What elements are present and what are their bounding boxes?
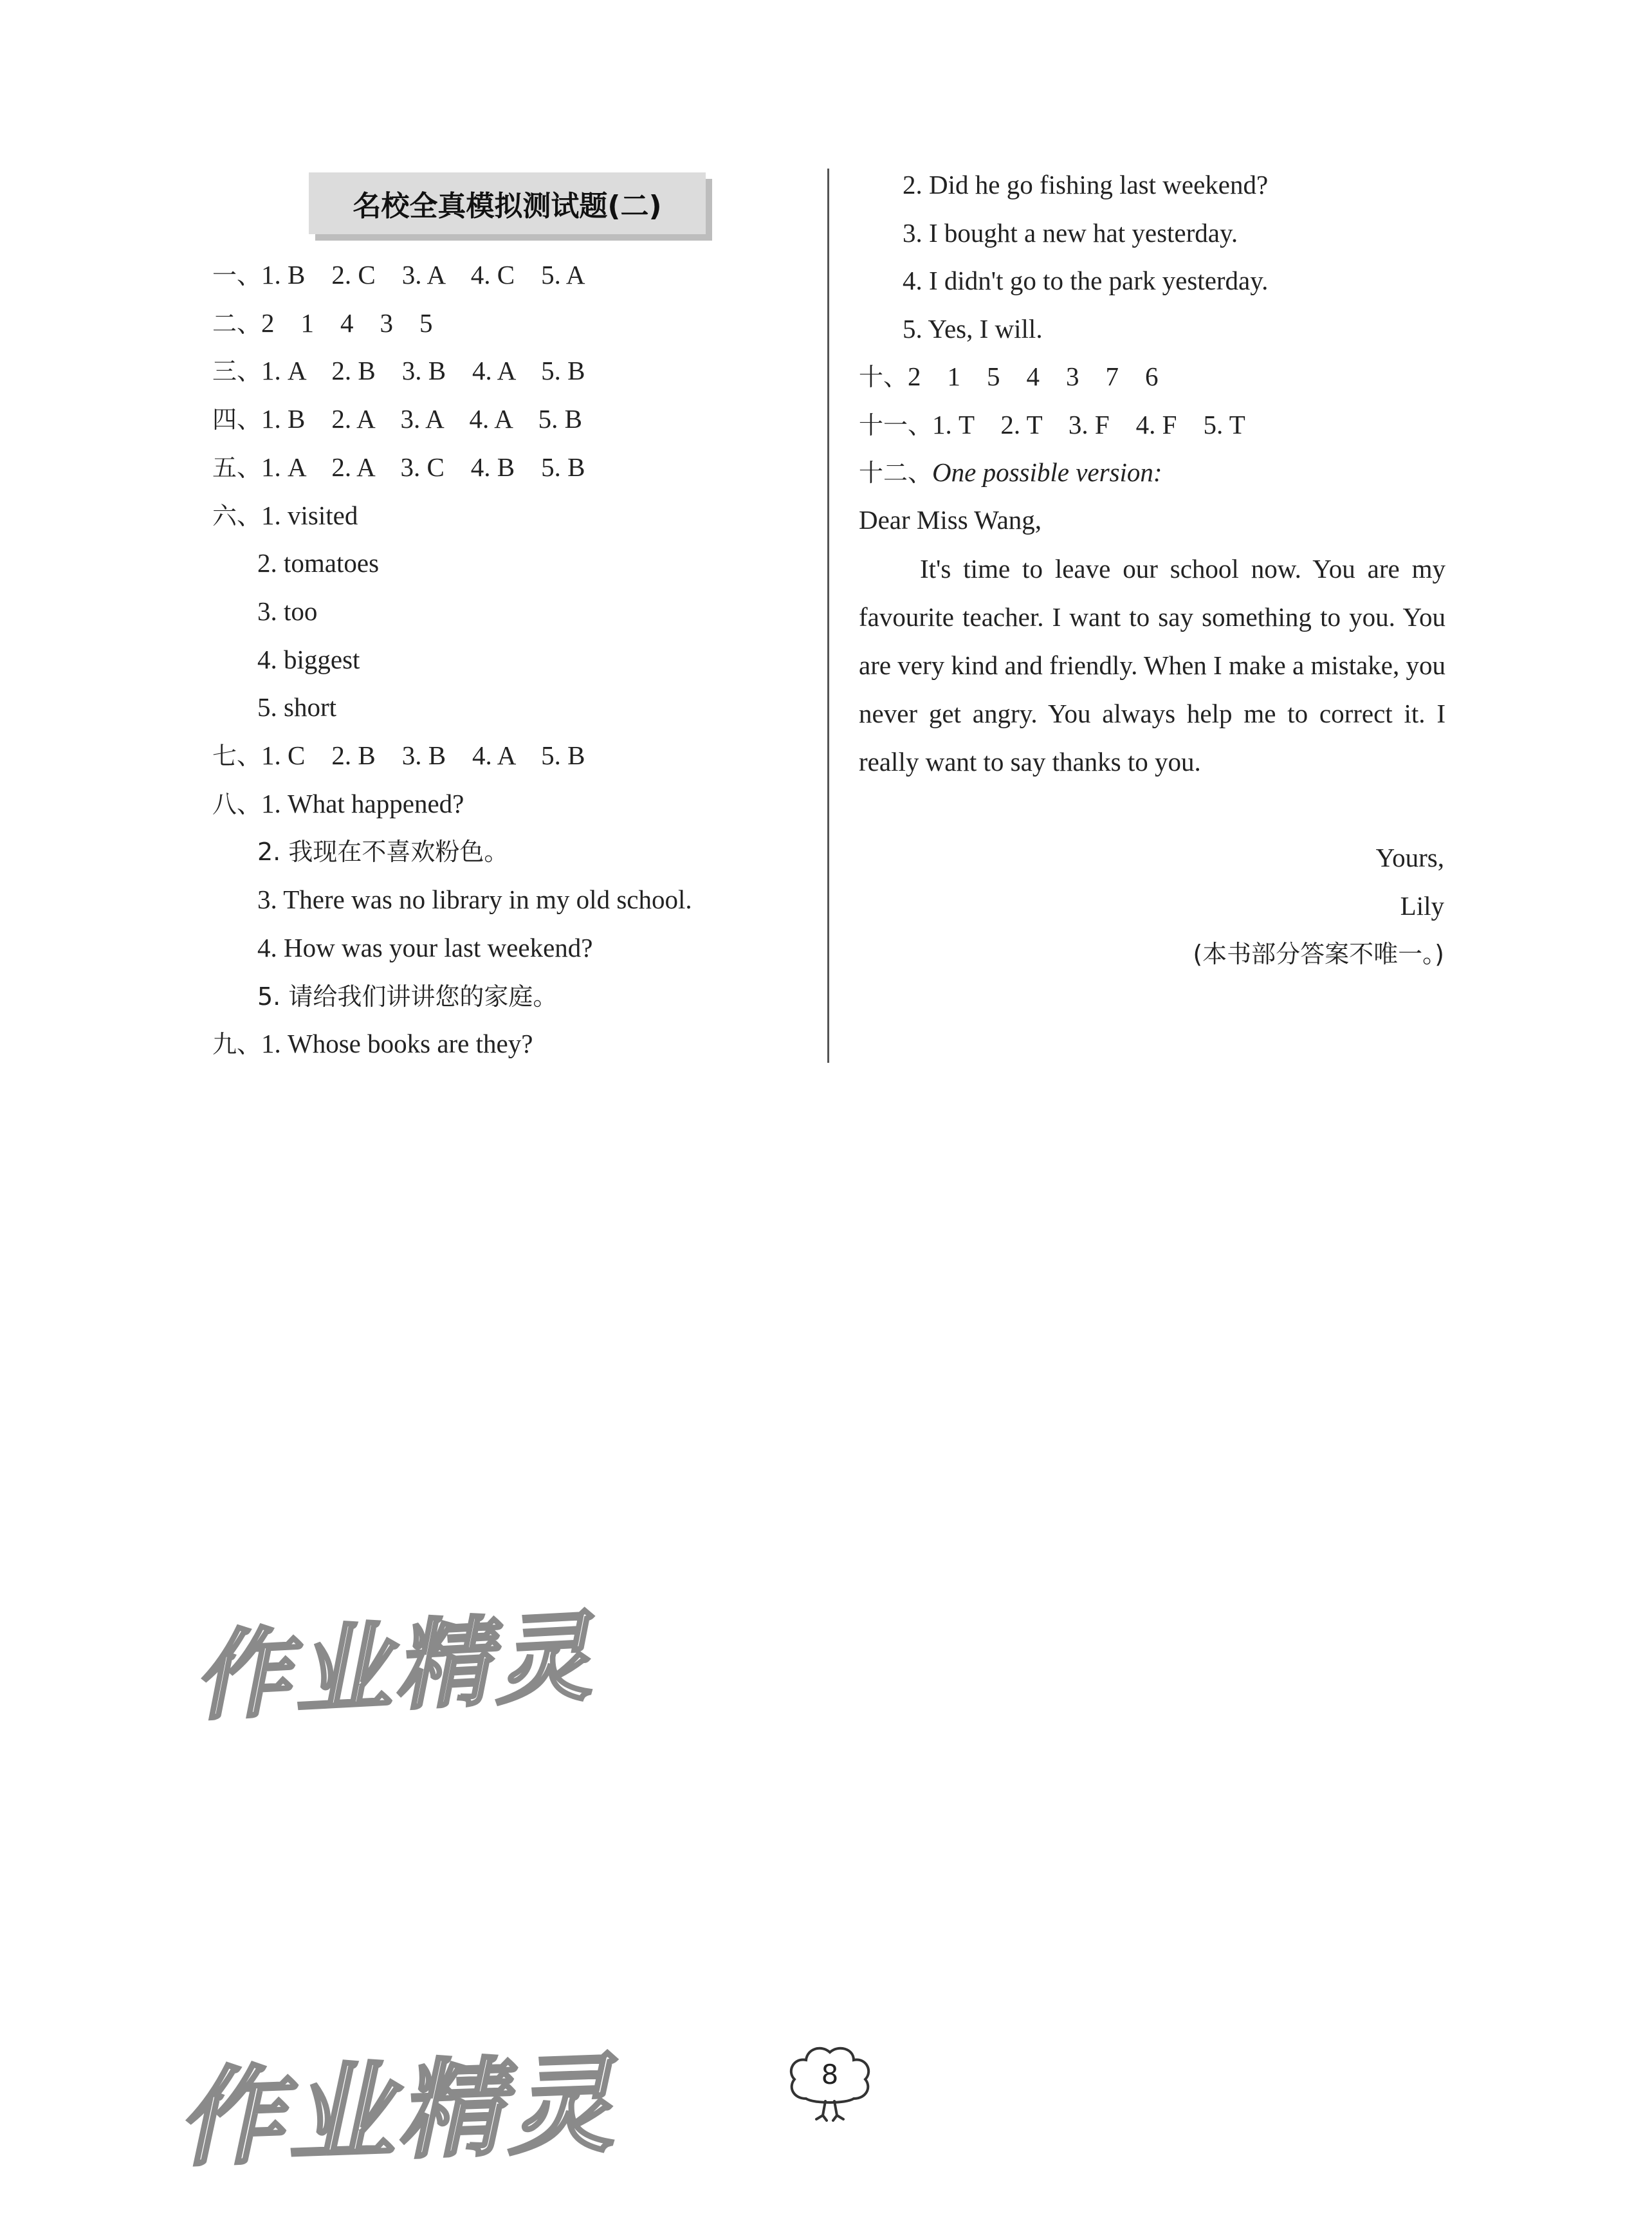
answer-text: 1. visited <box>261 500 358 530</box>
answer-line <box>859 360 1159 393</box>
letter-body: It's time to leave our school now. You are my favourite teacher. I want to say something to you. You are very kind and friendly. When I make a mistake, you never get angry. You always help me to correct it. I really want to say thanks to you. <box>859 554 1446 777</box>
question-number-label: 七、 <box>212 742 262 770</box>
answer-line <box>257 547 379 579</box>
answer-text: 3. I bought a new hat yesterday. <box>903 217 1238 248</box>
answer-line <box>212 1027 533 1060</box>
answer-text: 2. tomatoes <box>257 548 380 578</box>
answer-line <box>212 259 585 291</box>
answer-line <box>257 643 360 676</box>
answer-line <box>859 456 1162 489</box>
answer-text: 2. 我现在不喜欢粉色。 <box>257 838 509 867</box>
answer-text: One possible version: <box>932 457 1162 487</box>
answer-line <box>257 980 557 1013</box>
answer-text: 1. A 2. B 3. B 4. A 5. B <box>261 356 585 386</box>
letter-closing: Yours, <box>1375 843 1444 872</box>
letter-greeting: Dear Miss Wang, <box>859 505 1042 535</box>
answer-line <box>257 835 508 868</box>
answer-text: 1. C 2. B 3. B 4. A 5. B <box>261 740 585 770</box>
question-number-label: 十一、 <box>859 410 933 439</box>
answer-text: 5. Yes, I will. <box>903 313 1043 344</box>
answer-text: 1. What happened? <box>261 788 464 818</box>
answer-text: 3. There was no library in my old school. <box>257 885 692 915</box>
answer-text: 1. B 2. A 3. A 4. A 5. B <box>261 404 582 434</box>
question-number-label: 二、 <box>212 309 262 338</box>
question-number-label: 九、 <box>212 1030 262 1059</box>
watermark-logo-lower: 作业精灵 <box>175 2042 620 2181</box>
answer-line <box>903 217 1238 249</box>
answer-line <box>212 403 582 436</box>
page-number: 8 <box>821 2059 839 2090</box>
answer-text: 3. too <box>257 596 318 626</box>
question-number-label: 一、 <box>212 261 262 290</box>
watermark-logo-upper: 作业精灵 <box>190 1601 598 1734</box>
question-number-label: 五、 <box>212 453 262 482</box>
answer-text: 5. short <box>257 692 336 722</box>
answer-text: 1. T 2. T 3. F 4. F 5. T <box>932 409 1245 439</box>
answer-text: 4. biggest <box>257 644 360 674</box>
answer-line <box>212 499 358 532</box>
answer-text: 2. Did he go fishing last weekend? <box>903 170 1269 199</box>
answer-line <box>859 409 1245 441</box>
question-number-label: 十二、 <box>859 459 933 487</box>
answer-line <box>212 451 585 484</box>
letter-signature: Lily <box>1400 891 1444 921</box>
answer-text: 2 1 5 4 3 7 6 <box>908 362 1159 391</box>
question-number-label: 六、 <box>212 501 262 530</box>
answer-line <box>212 787 464 820</box>
question-number-label: 四、 <box>212 405 262 434</box>
answer-text: 4. How was your last weekend? <box>257 932 593 962</box>
answer-text: 1. B 2. C 3. A 4. C 5. A <box>261 260 585 290</box>
answer-line <box>257 932 592 964</box>
answer-text: 1. A 2. A 3. C 4. B 5. B <box>261 452 585 482</box>
answer-line <box>903 313 1043 345</box>
answer-line <box>903 169 1268 201</box>
question-number-label: 八、 <box>212 789 262 818</box>
answer-text: 2 1 4 3 5 <box>261 308 433 338</box>
answer-line <box>212 739 585 772</box>
answer-line <box>257 883 692 915</box>
section-title: 名校全真模拟测试题(二) <box>309 172 706 234</box>
answer-text: 4. I didn't go to the park yesterday. <box>903 266 1269 295</box>
answer-text: 5. 请给我们讲讲您的家庭。 <box>257 982 558 1011</box>
answer-line <box>903 264 1268 297</box>
column-divider <box>827 169 829 1063</box>
answer-text: 1. Whose books are they? <box>261 1029 533 1059</box>
answer-line <box>257 691 336 723</box>
question-number-label: 三、 <box>212 357 262 386</box>
answer-note: (本书部分答案不唯一。) <box>1193 940 1444 968</box>
answer-line <box>212 307 433 340</box>
answer-line <box>212 354 585 387</box>
answer-line <box>257 595 317 627</box>
question-number-label: 十、 <box>859 363 908 391</box>
